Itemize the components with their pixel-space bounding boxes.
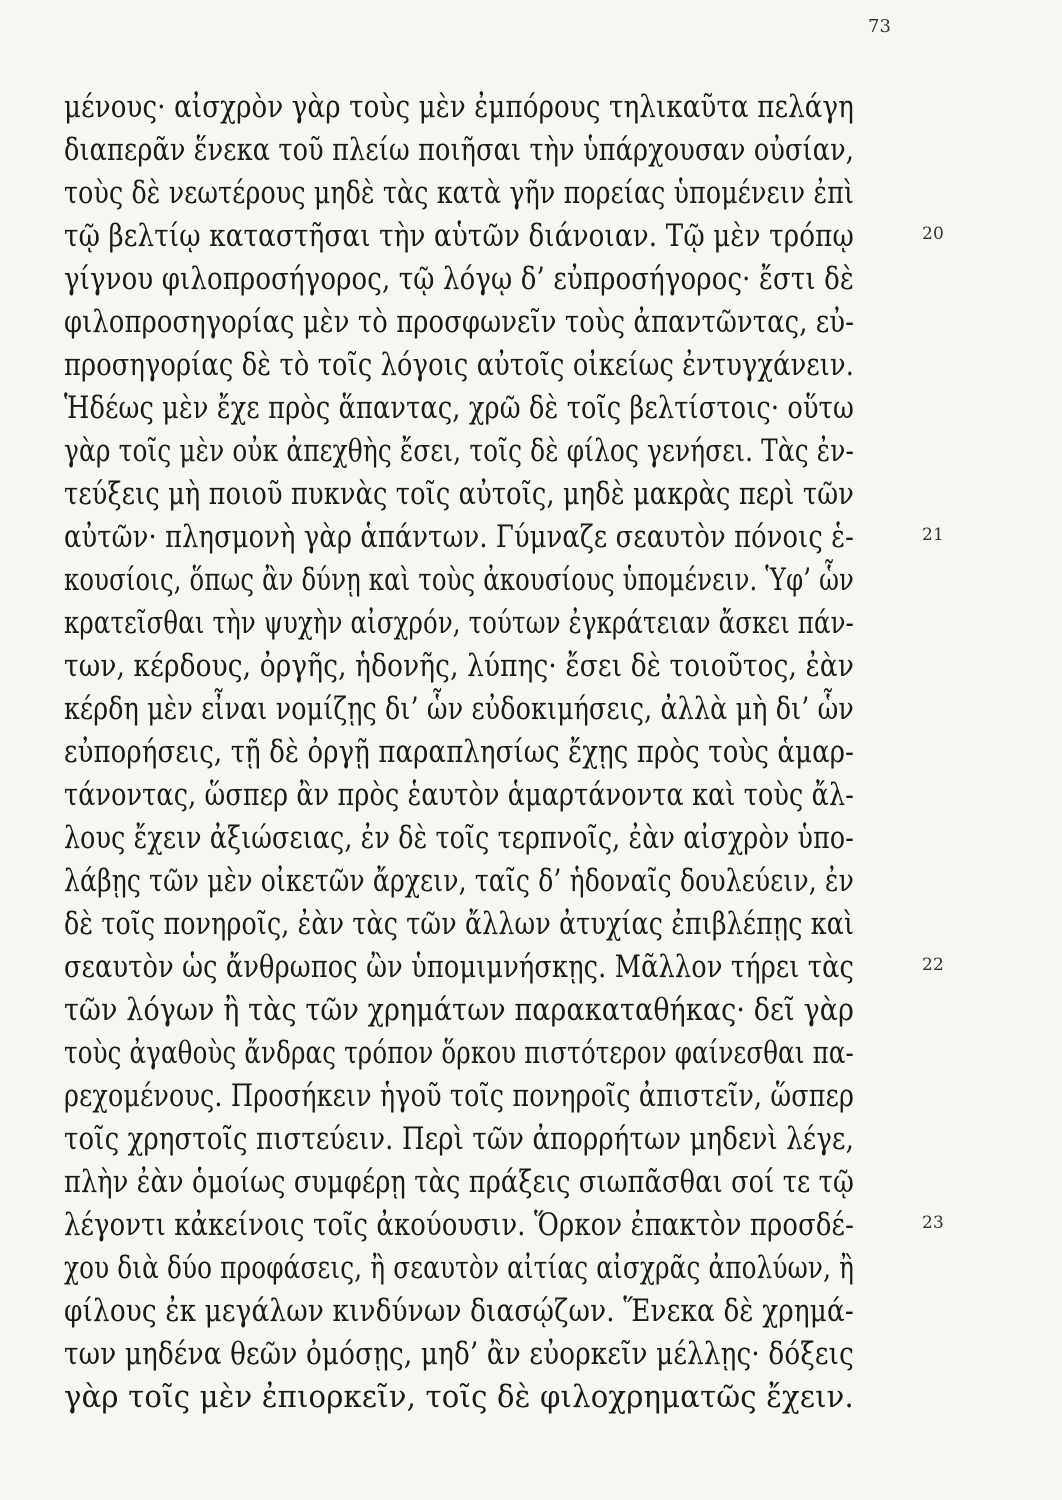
text-line	[64, 602, 914, 645]
text-line	[64, 1333, 914, 1376]
text-line	[64, 129, 914, 172]
line-text: τοὺς ἀγαθοὺς ἄνδρας τρόπον ὅρκου πιστότερον φαίνεσθαι πα-	[64, 1035, 854, 1071]
text-line	[64, 473, 914, 516]
line-text: διαπερᾶν ἕνεκα τοῦ πλείω ποιῆσαι τὴν ὑπάρχουσαν οὐσίαν,	[64, 132, 855, 168]
line-text: εὐπορήσεις, τῇ δὲ ὀργῇ παραπλησίως ἔχῃς πρὸς τοὺς ἁμαρ-	[64, 734, 855, 770]
line-text: δὲ τοῖς πονηροῖς, ἐὰν τὰς τῶν ἄλλων ἀτυχίας ἐπιβλέπῃς καὶ	[64, 906, 855, 942]
line-text: τοῖς χρηστοῖς πιστεύειν. Περὶ τῶν ἀπορρήτων μηδενὶ λέγε,	[64, 1121, 854, 1157]
line-text: τῷ βελτίῳ καταστῆσαι τὴν αὑτῶν διάνοιαν. Τῷ μὲν τρόπῳ	[64, 218, 854, 254]
text-line	[64, 86, 914, 129]
text-line	[64, 903, 914, 946]
text-line	[64, 387, 914, 430]
line-text: προσηγορίας δὲ τὸ τοῖς λόγοις αὐτοῖς οἰκείως ἐντυγχάνειν.	[64, 347, 855, 383]
line-text: των, κέρδους, ὀργῆς, ἡδονῆς, λύπης· ἔσει δὲ τοιοῦτος, ἐὰν	[64, 648, 854, 684]
text-line	[64, 731, 914, 774]
line-text: κρατεῖσθαι τὴν ψυχὴν αἰσχρόν, τούτων ἐγκράτειαν ἄσκει πάν-	[64, 605, 854, 641]
bleed-through-shadow	[300, 1402, 950, 1414]
section-number: 21	[922, 525, 945, 545]
line-text: τάνοντας, ὥσπερ ἂν πρὸς ἑαυτὸν ἁμαρτάνοντα καὶ τοὺς ἄλ-	[64, 777, 854, 813]
text-line	[64, 1161, 914, 1204]
text-line	[64, 430, 914, 473]
greek-text-body	[64, 86, 945, 1419]
line-text: λέγοντι κἀκείνοις τοῖς ἀκούουσιν. Ὅρκον ἐπακτὸν προσδέ-	[64, 1207, 854, 1243]
line-text: γὰρ τοῖς μὲν ἐπιορκεῖν, τοῖς δὲ φιλοχρηματῶς ἔχειν.	[64, 1379, 854, 1415]
text-line	[64, 688, 914, 731]
text-line	[64, 559, 914, 602]
line-text: χου διὰ δύο προφάσεις, ἢ σεαυτὸν αἰτίας αἰσχρᾶς ἀπολύων, ἢ	[64, 1250, 855, 1286]
text-line	[64, 1075, 914, 1118]
text-line	[64, 1247, 914, 1290]
line-text: πλὴν ἐὰν ὁμοίως συμφέρῃ τὰς πράξεις σιωπᾶσθαι σοί τε τῷ	[64, 1164, 854, 1200]
line-text: κουσίοις, ὅπως ἂν δύνῃ καὶ τοὺς ἀκουσίους ὑπομένειν. Ὑφ’ ὧν	[64, 562, 854, 598]
text-line	[64, 344, 914, 387]
text-line	[64, 172, 914, 215]
line-text: ρεχομένους. Προσήκειν ἡγοῦ τοῖς πονηροῖς ἀπιστεῖν, ὥσπερ	[64, 1078, 855, 1114]
line-text: γίγνου φιλοπροσήγορος, τῷ λόγῳ δ’ εὐπροσήγορος· ἔστι δὲ	[64, 261, 855, 297]
text-line	[64, 1290, 914, 1333]
line-text: τῶν λόγων ἢ τὰς τῶν χρημάτων παρακαταθήκας· δεῖ γὰρ	[64, 992, 855, 1028]
line-text: Ἡδέως μὲν ἔχε πρὸς ἅπαντας, χρῶ δὲ τοῖς βελτίστοις· οὕτω	[64, 390, 854, 426]
line-text: των μηδένα θεῶν ὀμόσῃς, μηδ’ ἂν εὐορκεῖν μέλλῃς· δόξεις	[64, 1336, 854, 1372]
section-number: 22	[922, 955, 945, 975]
line-text: αὐτῶν· πλησμονὴ γὰρ ἁπάντων. Γύμναζε σεαυτὸν πόνοις ἑ-	[64, 519, 854, 555]
line-text: κέρδη μὲν εἶναι νομίζῃς δι’ ὧν εὐδοκιμήσεις, ἀλλὰ μὴ δι’ ὧν	[64, 691, 854, 727]
text-line	[64, 860, 914, 903]
line-text: τεύξεις μὴ ποιοῦ πυκνὰς τοῖς αὐτοῖς, μηδὲ μακρὰς περὶ τῶν	[64, 476, 854, 512]
text-line	[64, 516, 945, 559]
text-line	[64, 817, 914, 860]
text-line	[64, 258, 914, 301]
text-line	[64, 774, 914, 817]
line-text: τοὺς δὲ νεωτέρους μηδὲ τὰς κατὰ γῆν πορείας ὑπομένειν ἐπὶ	[64, 175, 855, 211]
line-text: λους ἔχειν ἀξιώσειας, ἐν δὲ τοῖς τερπνοῖς, ἐὰν αἰσχρὸν ὑπο-	[64, 820, 854, 856]
line-text: μένους· αἰσχρὸν γὰρ τοὺς μὲν ἐμπόρους τηλικαῦτα πελάγη	[64, 89, 854, 125]
line-text: φιλοπροσηγορίας μὲν τὸ προσφωνεῖν τοὺς ἀπαντῶντας, εὐ-	[64, 304, 855, 340]
line-text: σεαυτὸν ὡς ἄνθρωπος ὢν ὑπομιμνήσκῃς. Μᾶλλον τήρει τὰς	[64, 949, 855, 985]
section-number: 23	[922, 1213, 945, 1233]
text-line	[64, 1118, 914, 1161]
text-line	[64, 1204, 945, 1247]
page-number: 73	[868, 16, 891, 37]
text-line	[64, 645, 914, 688]
text-line	[64, 215, 945, 258]
text-line	[64, 301, 914, 344]
line-text: γὰρ τοῖς μὲν οὐκ ἀπεχθὴς ἔσει, τοῖς δὲ φίλος γενήσει. Τὰς ἐν-	[64, 433, 854, 469]
text-line	[64, 946, 945, 989]
line-text: φίλους ἐκ μεγάλων κινδύνων διασῴζων. Ἕνεκα δὲ χρημά-	[64, 1293, 854, 1329]
section-number: 20	[922, 224, 945, 244]
text-line	[64, 989, 914, 1032]
line-text: λάβῃς τῶν μὲν οἰκετῶν ἄρχειν, ταῖς δ’ ἡδοναῖς δουλεύειν, ἐν	[64, 863, 854, 899]
text-line	[64, 1032, 914, 1075]
